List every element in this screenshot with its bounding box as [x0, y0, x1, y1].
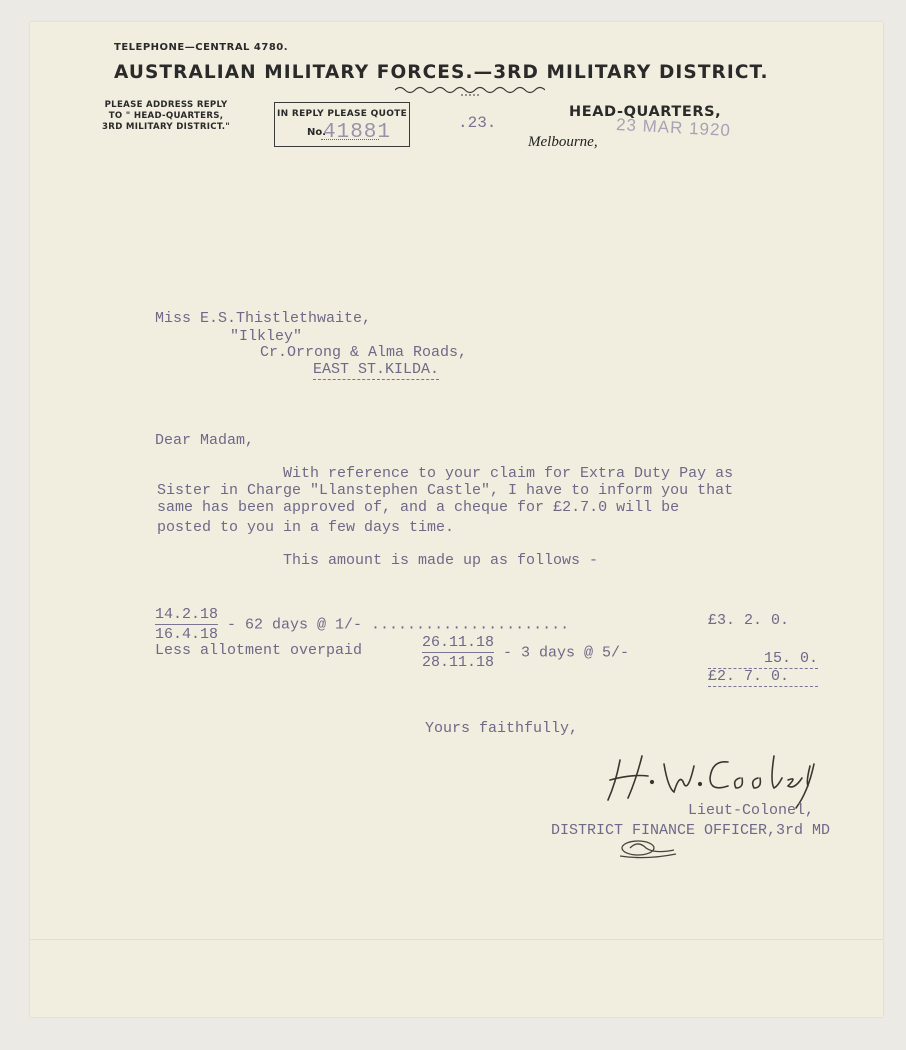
- calc-line-1-from: 14.2.18: [155, 606, 219, 623]
- address-reply-note: [102, 100, 230, 133]
- address-reply-line-3: 3RD MILITARY DISTRICT.": [102, 122, 231, 132]
- paragraph-line-3: same has been approved of, and a cheque for £2.7.0 will be: [157, 499, 680, 516]
- address-reply-line-1: PLEASE ADDRESS REPLY: [104, 100, 228, 110]
- calc-line-2-amount: 15. 0.: [708, 650, 818, 669]
- organization-banner: AUSTRALIAN MILITARY FORCES.—3RD MILITARY DISTRICT.: [114, 62, 769, 83]
- calc-line-1-to: 16.4.18: [155, 626, 219, 643]
- letter-page: [30, 22, 883, 1017]
- recipient-street: Cr.Orrong & Alma Roads,: [260, 344, 468, 361]
- reply-quote-box: [274, 102, 410, 147]
- reference-suffix: .23.: [458, 114, 497, 132]
- calc-line-2-from: 26.11.18: [422, 634, 495, 651]
- calc-line-2-to: 28.11.18: [422, 654, 495, 671]
- date-stamp: 23 MAR 1920: [615, 115, 732, 140]
- reply-quote-no-label: No.: [307, 127, 327, 138]
- city-label: Melbourne,: [528, 134, 598, 150]
- headquarters-label: HEAD-QUARTERS,: [569, 104, 722, 120]
- calc-line-2: [422, 634, 629, 671]
- calc-line-2-date-range: [422, 634, 494, 671]
- signatory-rank: Lieut-Colonel,: [688, 802, 815, 819]
- initials-flourish: [616, 836, 680, 860]
- paragraph-line-4: posted to you in a few days time.: [157, 519, 455, 536]
- telephone-line: TELEPHONE—CENTRAL 4780.: [114, 42, 289, 53]
- calc-line-1-text: - 62 days @ 1/- ......................: [227, 616, 570, 634]
- reply-quote-dotted-line: [321, 139, 379, 140]
- calc-line-1-amount: £3. 2. 0.: [708, 612, 790, 629]
- paragraph-line-2: Sister in Charge "Llanstephen Castle", I have to inform you that: [157, 482, 734, 499]
- address-reply-line-2: TO " HEAD-QUARTERS,: [108, 111, 224, 121]
- calc-line-2-text: - 3 days @ 5/-: [503, 644, 630, 662]
- recipient-house: "Ilkley": [230, 328, 303, 345]
- reply-quote-label: IN REPLY PLEASE QUOTE: [276, 109, 408, 119]
- paragraph-line-1: With reference to your claim for Extra Duty Pay as: [283, 465, 734, 482]
- reply-quote-number: 41881: [323, 121, 392, 144]
- valediction: Yours faithfully,: [425, 720, 579, 737]
- calc-line-1-date-range: [155, 606, 218, 643]
- breakdown-intro: This amount is made up as follows -: [283, 552, 599, 569]
- calc-line-2-label: Less allotment overpaid: [155, 642, 363, 659]
- calc-total: £2. 7. 0.: [708, 668, 818, 687]
- recipient-name: Miss E.S.Thistlethwaite,: [155, 310, 372, 327]
- recipient-suburb: EAST ST.KILDA.: [313, 361, 440, 378]
- paper-fold-line: [30, 939, 883, 940]
- salutation: Dear Madam,: [155, 432, 255, 449]
- signatory-title: DISTRICT FINANCE OFFICER,3rd MD: [551, 822, 831, 839]
- decorative-wavy-rule: [395, 84, 545, 96]
